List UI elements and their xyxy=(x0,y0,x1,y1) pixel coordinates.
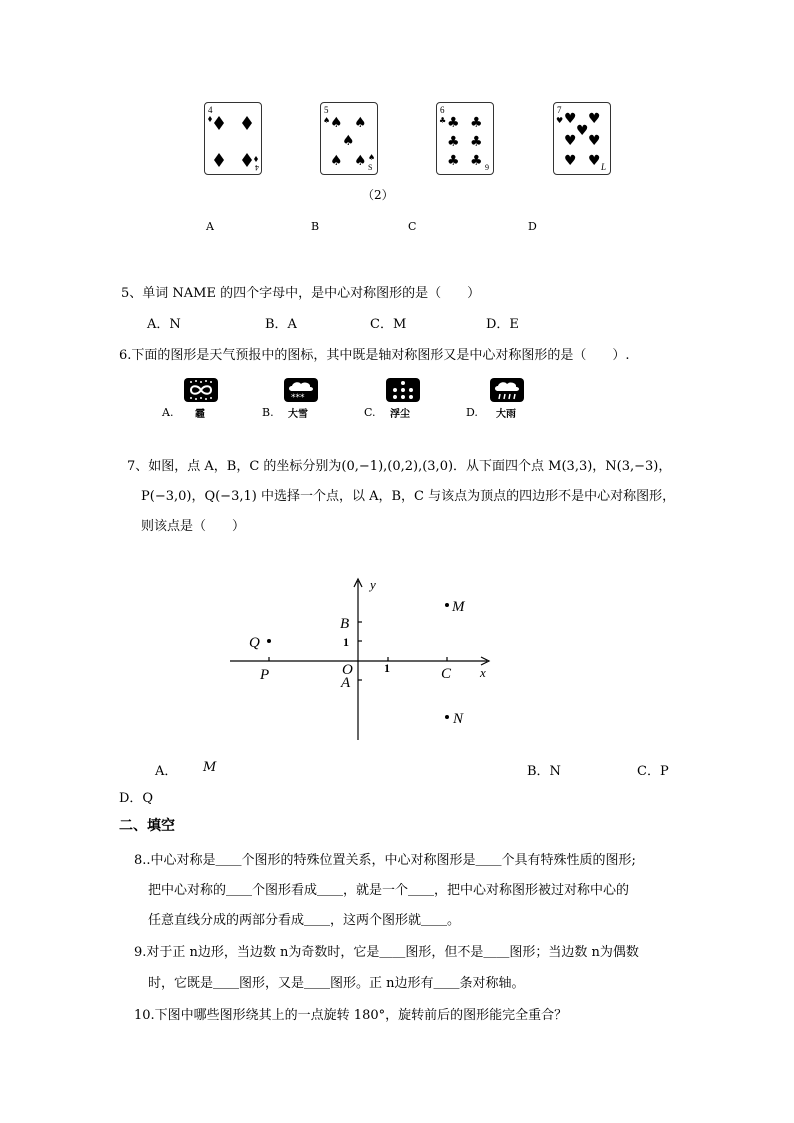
diamond-icon xyxy=(214,153,224,167)
spade-icon: ♠ xyxy=(354,115,367,131)
q7-option-c: C．P xyxy=(637,764,669,779)
heart-icon: ♥ xyxy=(564,153,577,169)
svg-text:♠: ♠ xyxy=(368,153,376,162)
svg-text:9: 9 xyxy=(485,163,489,172)
diamond-icon xyxy=(242,153,252,167)
spade-icon: ♠ xyxy=(342,133,355,149)
club-icon: ♣ xyxy=(470,153,483,169)
x-unit-label: 1 xyxy=(384,661,390,675)
spade-icon: ♠ xyxy=(330,115,343,131)
card-label-c: C xyxy=(408,220,417,233)
q6-option-a-letter: A. xyxy=(162,406,174,419)
playing-card-7-hearts xyxy=(553,102,611,175)
q5-option-c: C．M xyxy=(370,317,407,332)
q6-option-a-label: 霾 xyxy=(195,409,205,420)
q6-option-c-label: 浮尘 xyxy=(390,409,410,420)
diamond-icon xyxy=(214,116,224,130)
question-7-line-3: 则该点是（ ） xyxy=(141,519,246,534)
point-q-marker xyxy=(267,639,271,643)
point-n-label: N xyxy=(453,711,464,727)
card-rank: 7 xyxy=(557,105,562,115)
club-icon: ♣ xyxy=(447,153,460,169)
spade-icon: ♠ xyxy=(354,153,367,169)
svg-text:***: *** xyxy=(291,393,305,402)
question-6-stem: 6.下面的图形是天气预报中的图标，其中既是轴对称图形又是中心对称图形的是（ ）. xyxy=(119,348,630,363)
question-9-line-2: 时，它既是＿＿图形，又是＿＿图形。正 n边形有＿＿条对称轴。 xyxy=(148,976,525,991)
coordinate-graph xyxy=(225,575,505,745)
q5-option-a: A．N xyxy=(147,317,181,332)
point-m-marker xyxy=(445,603,449,607)
q7-option-a-letter: A． xyxy=(155,764,178,779)
svg-text:♠: ♠ xyxy=(323,116,331,125)
x-axis-label: x xyxy=(480,665,486,680)
heavy-rain-icon xyxy=(490,378,524,402)
question-7-line-2: P(−3,0)，Q(−3,1) 中选择一个点，以 A，B，C 与该点为顶点的四边形不是中心对称图形， xyxy=(141,489,676,504)
svg-text:♥: ♥ xyxy=(556,116,564,125)
q6-option-d-letter: D. xyxy=(466,406,478,419)
playing-card-6-clubs xyxy=(436,102,494,175)
playing-card-4-diamonds xyxy=(204,102,262,175)
point-c-label: C xyxy=(441,666,452,682)
heart-icon: ♥ xyxy=(588,133,601,149)
club-icon: ♣ xyxy=(470,134,483,150)
question-9-line-1: 9.对于正 n边形，当边数 n为奇数时，它是＿＿图形，但不是＿＿图形；当边数 n为偶数 xyxy=(134,945,639,960)
card-rank: 5 xyxy=(324,105,329,115)
q7-option-a-value: M xyxy=(203,760,217,775)
spade-icon: ♠ xyxy=(330,153,343,169)
point-n-marker xyxy=(445,715,449,719)
svg-text:L: L xyxy=(601,162,607,172)
club-icon: ♣ xyxy=(447,134,460,150)
figure-caption: （2） xyxy=(362,188,394,202)
svg-text:4: 4 xyxy=(255,163,259,172)
question-5-stem: 5、单词 NAME 的四个字母中，是中心对称图形的是（ ） xyxy=(121,286,481,301)
heart-icon: ♥ xyxy=(564,111,577,127)
y-axis-label: y xyxy=(370,577,376,592)
card-label-b: B xyxy=(311,220,320,233)
question-8-line-1: 8..中心对称是＿＿个图形的特殊位置关系，中心对称图形是＿＿个具有特殊性质的图形; xyxy=(134,853,636,868)
q7-option-b: B．N xyxy=(527,764,561,779)
svg-text:S: S xyxy=(368,163,373,172)
club-icon: ♣ xyxy=(447,115,460,131)
question-8-line-2: 把中心对称的＿＿个图形看成＿＿，就是一个＿＿，把中心对称图形被过对称中心的 xyxy=(148,883,630,898)
y-unit-label: 1 xyxy=(343,635,349,649)
club-icon: ♣ xyxy=(470,115,483,131)
card-label-a: A xyxy=(206,220,214,233)
heavy-snow-icon xyxy=(284,378,318,402)
heart-icon: ♥ xyxy=(588,111,601,127)
heart-icon: ♥ xyxy=(576,123,589,139)
section-2-title: 二、填空 xyxy=(119,818,175,834)
point-a-label: A xyxy=(341,675,351,691)
q6-option-b-letter: B. xyxy=(262,406,274,419)
origin-label: O xyxy=(342,662,353,678)
heart-icon: ♥ xyxy=(564,133,577,149)
point-m-label: M xyxy=(452,599,465,615)
point-b-label: B xyxy=(340,616,350,632)
question-7-line-1: 7、如图，点 A，B，C 的坐标分别为(0,−1),(0,2),(3,0)．从下面四个点 M(3,3)，N(3,−3)， xyxy=(127,459,672,474)
card-label-d: D xyxy=(528,220,537,233)
q5-option-b: B．A xyxy=(265,317,297,332)
svg-text:♣: ♣ xyxy=(439,116,447,125)
question-10-stem: 10.下图中哪些图形绕其上的一点旋转 180°，旋转前后的图形能完全重合？ xyxy=(134,1008,568,1023)
question-8-line-3: 任意直线分成的两部分看成＿＿，这两个图形就＿＿。 xyxy=(148,913,461,928)
q6-option-b-label: 大雪 xyxy=(288,409,308,420)
heart-icon: ♥ xyxy=(588,153,601,169)
q7-option-d: D．Q xyxy=(119,791,154,806)
haze-icon xyxy=(184,378,218,402)
playing-card-5-spades xyxy=(320,102,378,175)
point-p-label: P xyxy=(260,667,270,683)
q6-option-d-label: 大雨 xyxy=(496,409,516,420)
card-rank: 4 xyxy=(208,105,213,115)
diamond-icon xyxy=(242,116,252,130)
q5-option-d: D．E xyxy=(486,317,519,332)
card-rank: 6 xyxy=(440,105,445,115)
q6-option-c-letter: C. xyxy=(364,406,376,419)
floating-dust-icon xyxy=(386,378,420,402)
point-q-label: Q xyxy=(249,635,260,651)
